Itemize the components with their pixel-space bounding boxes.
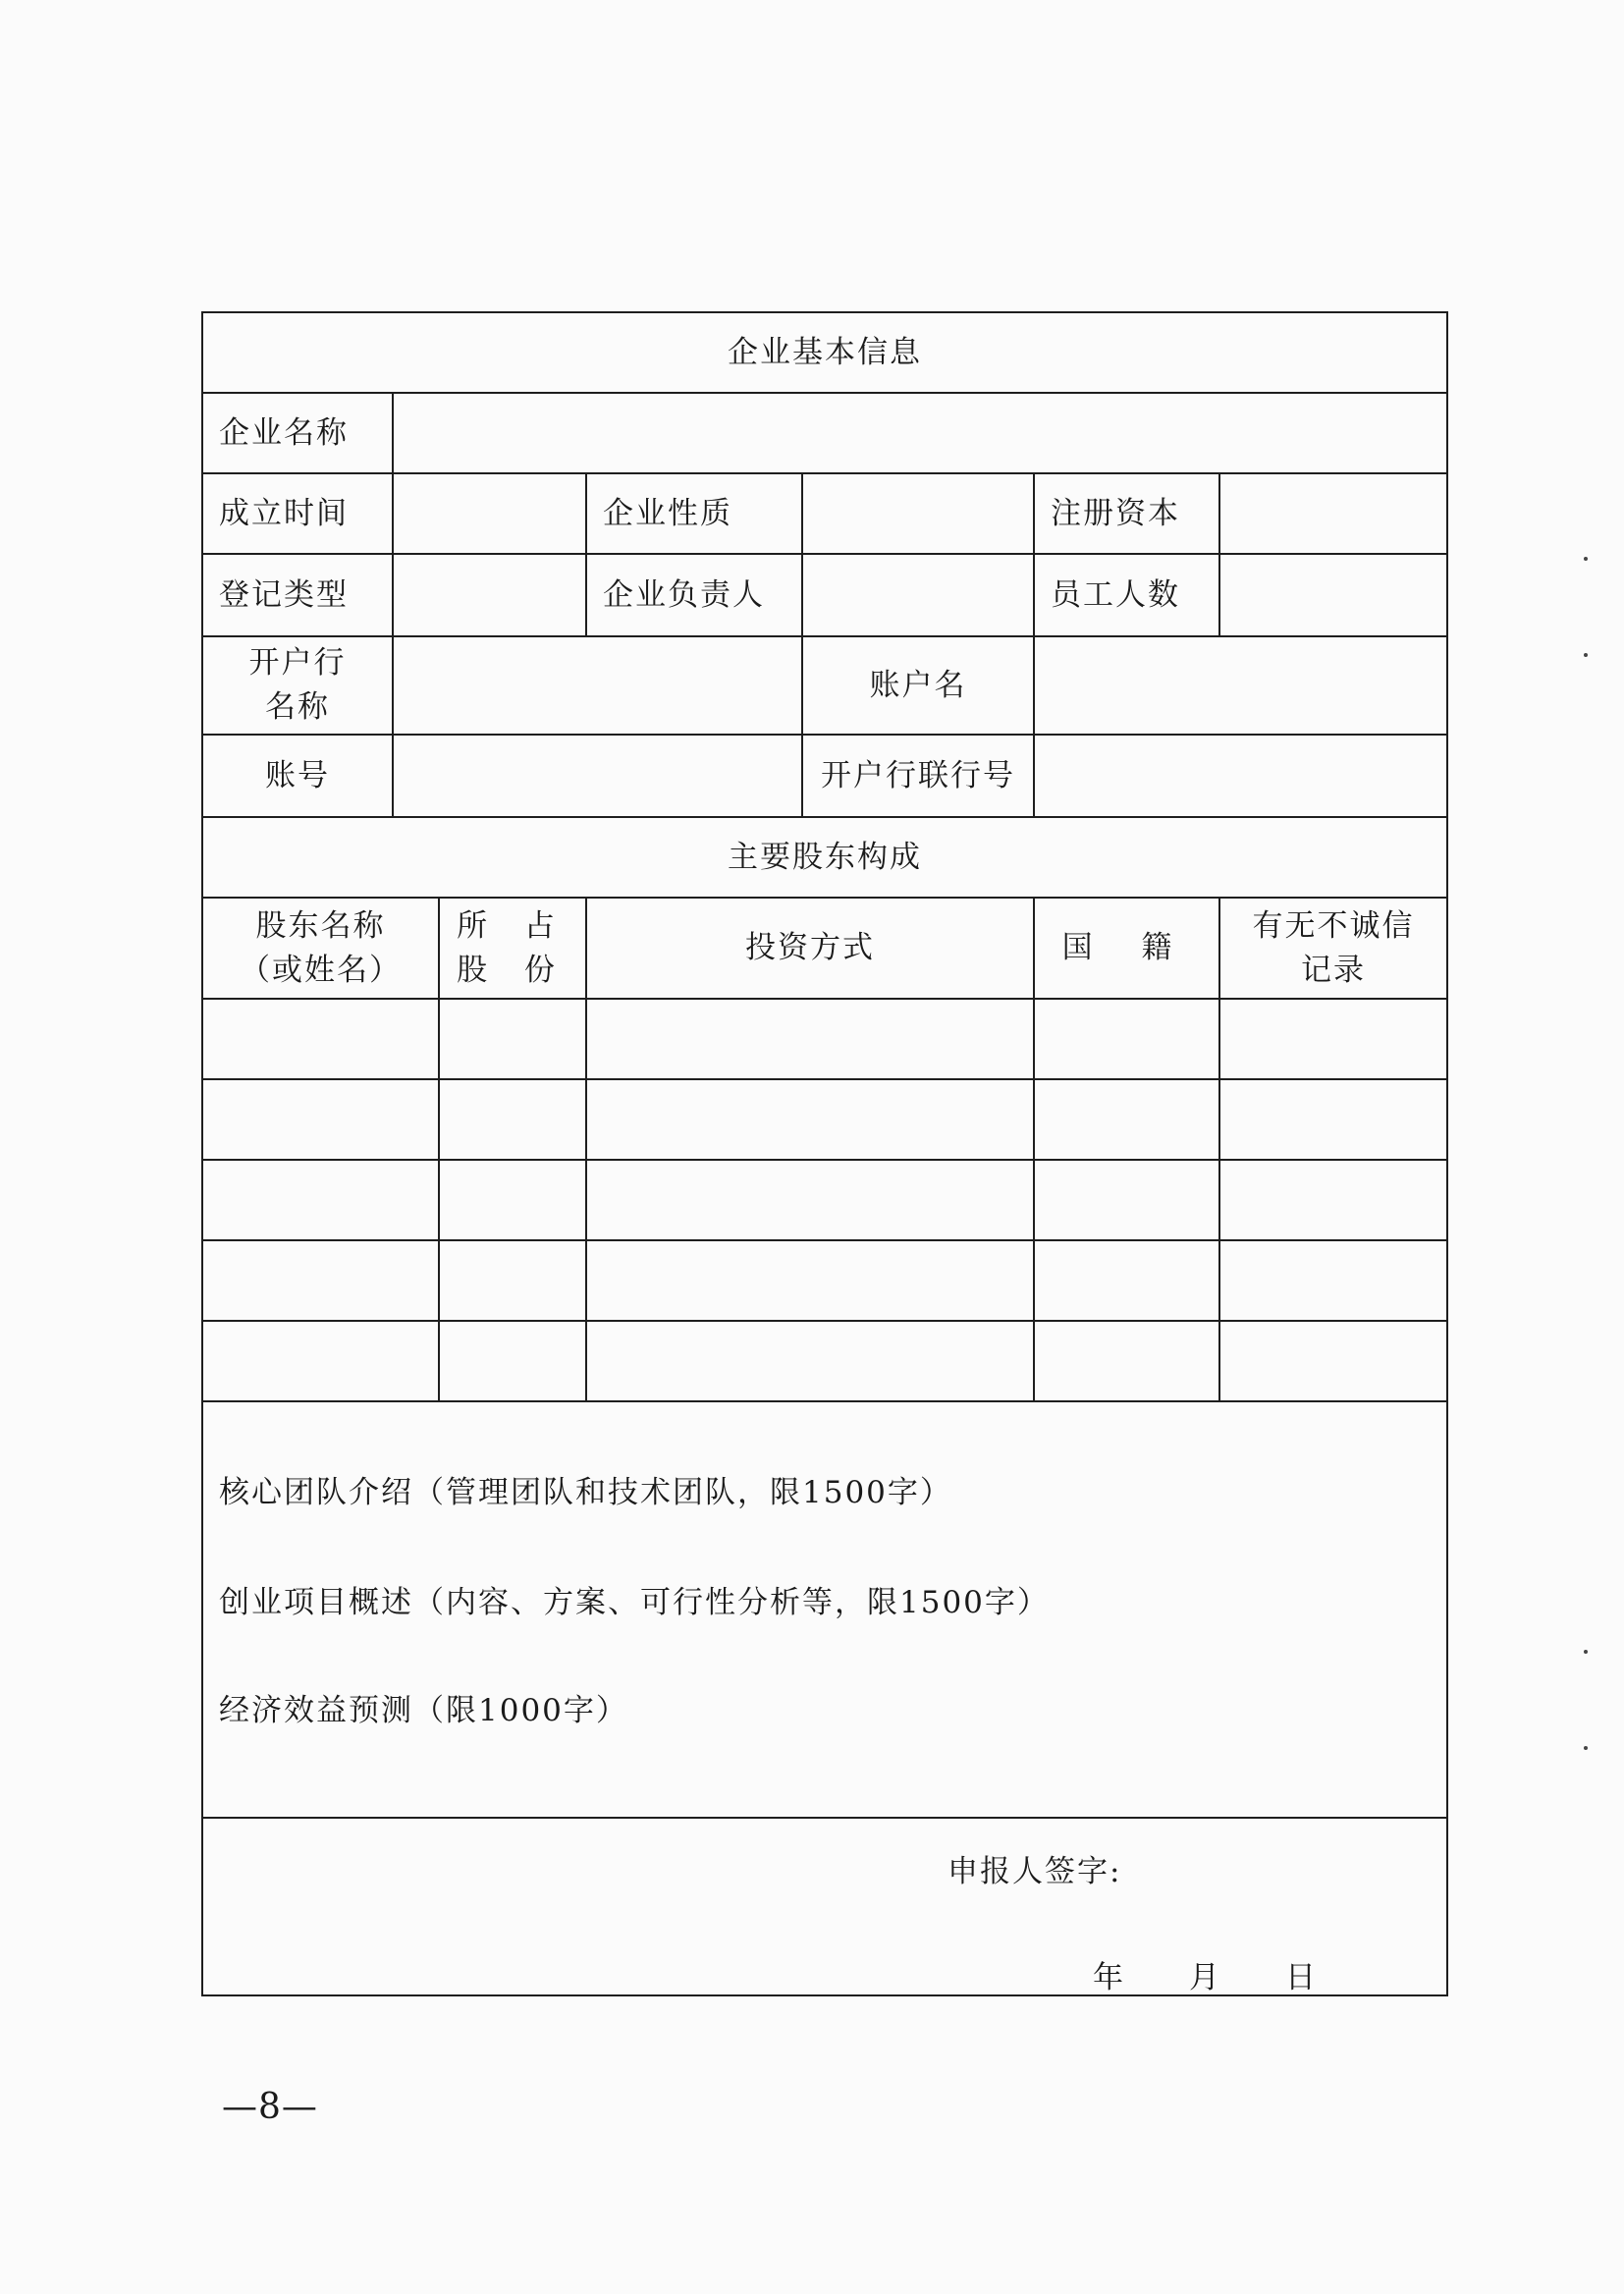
basic-info-title-text: 企业基本信息	[728, 334, 922, 370]
registration-type-field[interactable]	[394, 555, 587, 637]
account-name-label-text: 账户名	[869, 667, 967, 703]
bank-name-label-line1: 开户行	[248, 645, 347, 682]
shareholder-name-cell[interactable]	[203, 1000, 440, 1080]
investment-method-cell[interactable]	[587, 1161, 1035, 1241]
shareholder-name-cell[interactable]	[203, 1241, 440, 1322]
shareholder-name-header-line2: （或姓名）	[240, 952, 402, 988]
account-number-field[interactable]	[394, 736, 803, 818]
registered-capital-label	[1035, 474, 1220, 555]
share-percentage-cell[interactable]	[440, 1000, 587, 1080]
shareholder-name-header-line1: 股东名称	[255, 907, 386, 944]
scan-speck	[1584, 1746, 1588, 1750]
bank-name-field[interactable]	[394, 637, 803, 736]
company-nature-field[interactable]	[803, 474, 1035, 555]
account-number-label	[203, 736, 394, 818]
integrity-record-cell[interactable]	[1220, 1080, 1446, 1161]
integrity-record-cell[interactable]	[1220, 1000, 1446, 1080]
application-form	[201, 311, 1448, 1996]
date-year-label: 年	[1093, 1960, 1123, 1995]
share-percentage-header-line2: 股 份	[457, 952, 568, 988]
integrity-record-header-line2: 记录	[1301, 952, 1366, 988]
share-percentage-header	[440, 899, 587, 1000]
bank-code-label-text: 开户行联行号	[821, 757, 1015, 793]
economic-forecast-prompt: 经济效益预测（限1000字）	[219, 1693, 628, 1728]
integrity-record-header-line1: 有无不诚信	[1252, 907, 1415, 944]
nationality-header-text: 国 籍	[1061, 930, 1192, 966]
nationality-cell[interactable]	[1035, 1241, 1220, 1322]
company-name-label-text: 企业名称	[219, 414, 349, 451]
date-day-label: 日	[1285, 1960, 1316, 1995]
share-percentage-cell[interactable]	[440, 1322, 587, 1402]
registered-capital-field[interactable]	[1220, 474, 1446, 555]
scan-speck	[1584, 653, 1588, 657]
share-percentage-cell[interactable]	[440, 1241, 587, 1322]
shareholders-section-title	[203, 818, 1446, 899]
shareholder-name-cell[interactable]	[203, 1080, 440, 1161]
nationality-cell[interactable]	[1035, 1080, 1220, 1161]
company-nature-label	[587, 474, 803, 555]
shareholders-title-text: 主要股东构成	[728, 839, 922, 875]
nationality-header	[1035, 899, 1220, 1000]
project-description-area[interactable]	[203, 1402, 1446, 1819]
company-head-field[interactable]	[803, 555, 1035, 637]
registration-type-label-text: 登记类型	[219, 576, 349, 613]
nationality-cell[interactable]	[1035, 1161, 1220, 1241]
established-date-label	[203, 474, 394, 555]
company-nature-label-text: 企业性质	[603, 495, 732, 531]
investment-method-cell[interactable]	[587, 1241, 1035, 1322]
integrity-record-cell[interactable]	[1220, 1161, 1446, 1241]
applicant-signature-label: 申报人签字:	[947, 1854, 1122, 1889]
company-head-label	[587, 555, 803, 637]
account-name-field[interactable]	[1035, 637, 1446, 736]
share-percentage-cell[interactable]	[440, 1080, 587, 1161]
basic-info-section-title	[203, 313, 1446, 394]
established-date-field[interactable]	[394, 474, 587, 555]
signature-area[interactable]	[203, 1819, 1446, 1994]
bank-name-label	[203, 637, 394, 736]
account-number-label-text: 账号	[265, 757, 330, 793]
investment-method-header	[587, 899, 1035, 1000]
investment-method-cell[interactable]	[587, 1322, 1035, 1402]
account-name-label	[803, 637, 1035, 736]
scan-speck	[1584, 557, 1588, 561]
bank-name-label-line2: 名称	[265, 689, 330, 725]
nationality-cell[interactable]	[1035, 1000, 1220, 1080]
shareholder-name-cell[interactable]	[203, 1322, 440, 1402]
integrity-record-cell[interactable]	[1220, 1241, 1446, 1322]
core-team-prompt: 核心团队介绍（管理团队和技术团队，限1500字）	[219, 1475, 952, 1510]
integrity-record-cell[interactable]	[1220, 1322, 1446, 1402]
nationality-cell[interactable]	[1035, 1322, 1220, 1402]
investment-method-header-text: 投资方式	[745, 930, 875, 966]
date-month-label: 月	[1189, 1960, 1219, 1995]
company-name-field[interactable]	[394, 394, 1446, 474]
bank-code-label	[803, 736, 1035, 818]
scan-speck	[1584, 1650, 1588, 1654]
employee-count-label-text: 员工人数	[1051, 576, 1180, 613]
company-head-label-text: 企业负责人	[603, 576, 765, 613]
employee-count-field[interactable]	[1220, 555, 1446, 637]
established-date-label-text: 成立时间	[219, 495, 349, 531]
page-number: —8—	[222, 2087, 318, 2127]
bank-code-field[interactable]	[1035, 736, 1446, 818]
employee-count-label	[1035, 555, 1220, 637]
project-overview-prompt: 创业项目概述（内容、方案、可行性分析等，限1500字）	[219, 1585, 1050, 1620]
investment-method-cell[interactable]	[587, 1080, 1035, 1161]
integrity-record-header	[1220, 899, 1446, 1000]
shareholder-name-cell[interactable]	[203, 1161, 440, 1241]
registration-type-label	[203, 555, 394, 637]
share-percentage-cell[interactable]	[440, 1161, 587, 1241]
share-percentage-header-line1: 所 占	[457, 907, 568, 944]
company-name-label	[203, 394, 394, 474]
shareholder-name-header	[203, 899, 440, 1000]
investment-method-cell[interactable]	[587, 1000, 1035, 1080]
registered-capital-label-text: 注册资本	[1051, 495, 1180, 531]
